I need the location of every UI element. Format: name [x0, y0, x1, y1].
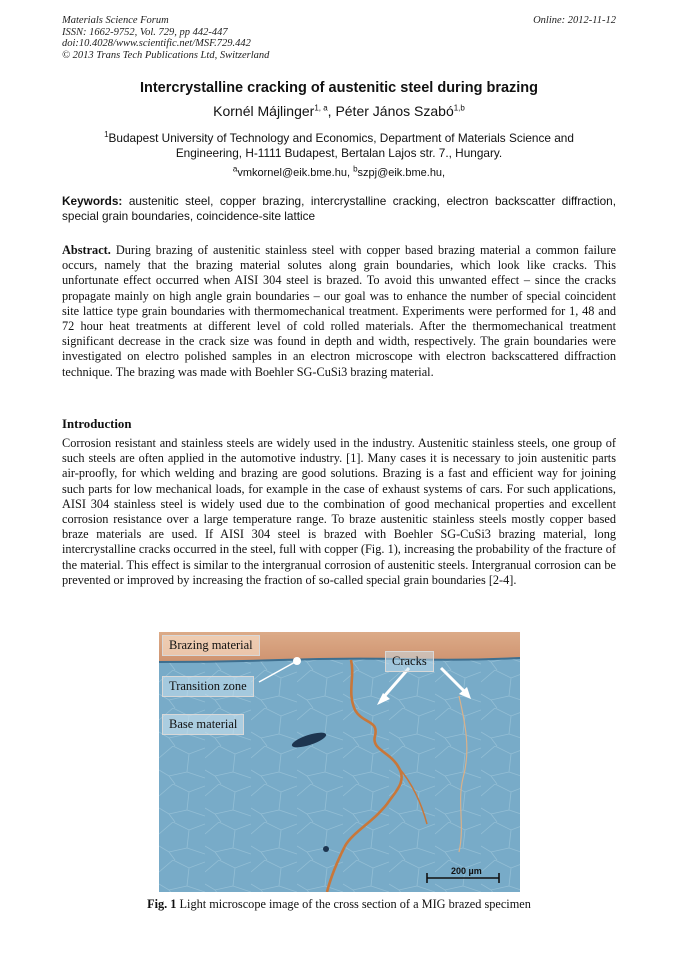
email-link[interactable]: vmkornel@eik.bme.hu,	[237, 167, 354, 179]
scale-bar-label: 200 µm	[451, 866, 482, 876]
micrograph-image	[159, 632, 520, 892]
online-date: Online: 2012-11-12	[533, 15, 616, 26]
keywords-text: austenitic steel, copper brazing, intercrystalline cracking, electron backscatter diffraction, special grain boundaries, coincidence-site lattice	[62, 194, 616, 223]
keywords	[62, 194, 616, 224]
abstract	[62, 243, 616, 380]
defect-spot	[323, 846, 329, 852]
label-cracks: Cracks	[385, 651, 434, 672]
email-link[interactable]: szpj@eik.bme.hu,	[357, 167, 446, 179]
abstract-label: Abstract.	[62, 243, 111, 257]
affiliation	[70, 131, 608, 161]
abstract-text: During brazing of austenitic stainless steel with copper based brazing material a common failure occurs, namely that the brazing material solutes along grain boundaries, which look like cracks. This unfortunate effect occurred when AISI 304 steel is brazed. To avoid this unwanted effect – since the cracks propagate mainly on high angle grain boundaries – our goal was to enhance the number of special coincident site lattice type grain boundaries with thermomechanical treatment. Experiments were performed for 1, 48 and 72 hour heat treatments at different level of cold rolled materials. After the thermomechanical treatment significant decrease in the crack size was found in depth and width, respectively. The grain boundaries were investigated on electro polished samples in an electron microscope with electron backscattered diffraction technique. The brazing was made with Boehler SG-CuSi3 brazing material.	[62, 243, 616, 379]
figure-1-micrograph	[159, 632, 520, 892]
author-affiliation-mark: 1, a	[314, 103, 328, 113]
author-separator: ,	[327, 103, 336, 119]
issn: ISSN: 1662-9752, Vol. 729, pp 442-447	[62, 26, 228, 38]
email-mark: a	[232, 164, 238, 174]
doi: doi:10.4028/www.scientific.net/MSF.729.442	[62, 38, 251, 49]
affiliation-text: Budapest University of Technology and Economics, Department of Materials Science and Engineering, H-1111 Budapest, Bertalan Lajos str. 7., Hungary.	[108, 131, 574, 160]
author-affiliation-mark: 1,b	[453, 103, 465, 113]
journal-header	[62, 15, 269, 61]
author-name: Péter János Szabó	[335, 103, 454, 119]
section-heading: Introduction	[62, 417, 132, 431]
paper-title: Intercrystalline cracking of austenitic steel during brazing	[139, 80, 539, 96]
figure-caption-label: Fig. 1	[147, 897, 177, 911]
email-mark: b	[353, 164, 358, 174]
copyright: © 2013 Trans Tech Publications Ltd, Switzerland	[62, 49, 270, 61]
label-base-material: Base material	[162, 714, 244, 735]
author-name: Kornél Májlinger	[213, 103, 315, 119]
figure-caption-text: Light microscope image of the cross section of a MIG brazed specimen	[176, 897, 531, 911]
figure-caption	[40, 897, 638, 912]
author-emails	[40, 164, 638, 179]
keywords-label: Keywords:	[62, 194, 123, 208]
label-brazing-material: Brazing material	[162, 635, 260, 656]
journal-name: Materials Science Forum	[62, 15, 169, 26]
introduction-text: Corrosion resistant and stainless steels are widely used in the industry. Austenitic stainless steels, one group of such steels are often applied in the automotive industry. [1]. Many cases it is necessary to join austenitic parts air-proofly, for which welding and brazing are good solutions. Brazing is a fast and efficient way for joining such parts for low mechanical loads, for example in the case of exhaust systems of cars. For such applications, AISI 304 stainless steel is widely used due to the combination of good mechanical properties and excellent corrosion resistance over a large temperature range. To braze austenitic stainless steels mostly copper based braze materials are used. If AISI 304 steel is brazed with Boehler SG-CuSi3 brazing material, long intercrystalline cracks occurred in the steel, full with copper (Fig. 1), increasing the probability of the fracture of the material. This effect is similar to the intergranual corrosion of austenitic steels. Intergranual corrosion can be prevented or improved by increasing the fraction of so-called special grain boundaries [2-4].	[62, 436, 616, 587]
affiliation-mark: 1	[104, 130, 109, 140]
author-list	[40, 103, 638, 119]
label-transition-zone: Transition zone	[162, 676, 254, 697]
